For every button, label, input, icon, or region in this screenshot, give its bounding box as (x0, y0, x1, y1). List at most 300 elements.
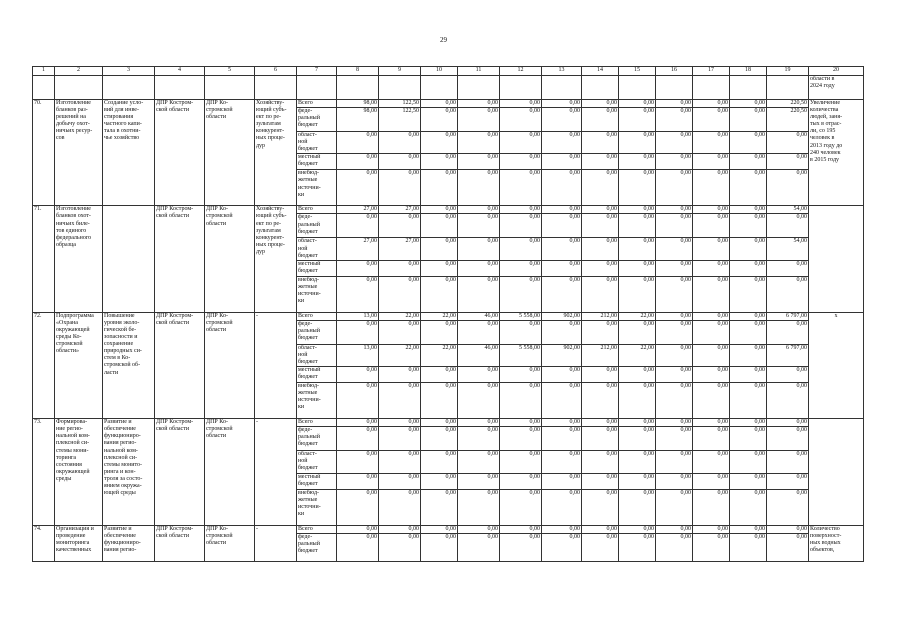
empty-cell (500, 76, 542, 100)
amount-cell: 0,00 (458, 206, 500, 214)
amount-cell: 0,00 (458, 276, 500, 312)
column-number: 8 (337, 67, 379, 76)
amount-cell: 0,00 (693, 206, 730, 214)
amount-cell: 0,00 (458, 419, 500, 427)
column-number: 4 (155, 67, 205, 76)
amount-cell: 0,00 (656, 383, 693, 419)
empty-cell (155, 76, 205, 100)
amount-cell: 0,00 (379, 525, 421, 533)
amount-cell: 122,50 (379, 100, 421, 108)
amount-cell: 0,00 (337, 276, 379, 312)
amount-cell: 0,00 (619, 489, 656, 525)
amount-cell: 0,00 (693, 489, 730, 525)
amount-cell: 0,00 (542, 154, 582, 170)
amount-cell: 0,00 (379, 367, 421, 383)
amount-cell: 27,00 (337, 206, 379, 214)
amount-cell: 0,00 (500, 427, 542, 451)
amount-cell: 0,00 (337, 154, 379, 170)
amount-cell: 0,00 (619, 206, 656, 214)
amount-cell: 0,00 (500, 383, 542, 419)
empty-cell (379, 76, 421, 100)
amount-cell: 0,00 (421, 170, 458, 206)
measure-name: Организация и проведение мониторинга качественных (55, 525, 103, 561)
amount-cell: 0,00 (730, 473, 767, 489)
amount-cell: 22,00 (421, 344, 458, 366)
amount-cell: 0,00 (582, 525, 619, 533)
empty-cell (693, 76, 730, 100)
amount-cell: 0,00 (693, 525, 730, 533)
amount-cell: 0,00 (767, 320, 809, 344)
responsible-executor: ДПР Костром- ской области (155, 100, 205, 206)
amount-cell: 0,00 (458, 473, 500, 489)
column-number: 19 (767, 67, 809, 76)
amount-cell: 0,00 (693, 367, 730, 383)
amount-cell: 0,00 (542, 419, 582, 427)
amount-cell: 0,00 (582, 383, 619, 419)
amount-cell: 0,00 (379, 473, 421, 489)
amount-cell: 0,00 (379, 154, 421, 170)
amount-cell: 0,00 (693, 427, 730, 451)
amount-cell: 0,00 (337, 427, 379, 451)
amount-cell: 0,00 (730, 260, 767, 276)
funding-source: феде- ральный бюджет (297, 108, 337, 132)
amount-cell: 0,00 (730, 383, 767, 419)
amount-cell: 0,00 (767, 533, 809, 561)
amount-cell: 0,00 (542, 132, 582, 154)
funding-source: феде- ральный бюджет (297, 214, 337, 238)
amount-cell: 0,00 (458, 533, 500, 561)
amount-cell: 0,00 (458, 383, 500, 419)
amount-cell: 0,00 (619, 260, 656, 276)
amount-cell: 0,00 (421, 100, 458, 108)
amount-cell: 0,00 (730, 108, 767, 132)
amount-cell: 0,00 (337, 170, 379, 206)
amount-cell: 0,00 (730, 238, 767, 260)
funding-source: Всего (297, 419, 337, 427)
empty-cell (337, 76, 379, 100)
amount-cell: 0,00 (619, 419, 656, 427)
amount-cell: 0,00 (542, 170, 582, 206)
funding-source: внебюд- жетные источни- ки (297, 170, 337, 206)
amount-cell: 0,00 (379, 451, 421, 473)
amount-cell: 0,00 (500, 100, 542, 108)
amount-cell: 27,00 (337, 238, 379, 260)
carry-over-note: области в 2024 году (809, 76, 864, 100)
amount-cell: 0,00 (421, 383, 458, 419)
amount-cell: 0,00 (458, 489, 500, 525)
amount-cell: 0,00 (619, 427, 656, 451)
amount-cell: 0,00 (337, 473, 379, 489)
amount-cell: 0,00 (421, 473, 458, 489)
empty-cell (55, 76, 103, 100)
amount-cell: 0,00 (619, 108, 656, 132)
amount-cell: 0,00 (421, 451, 458, 473)
amount-cell: 0,00 (693, 100, 730, 108)
amount-cell: 0,00 (656, 367, 693, 383)
amount-cell: 13,00 (337, 312, 379, 320)
amount-cell: 0,00 (767, 419, 809, 427)
amount-cell: 0,00 (730, 132, 767, 154)
amount-cell: 0,00 (337, 383, 379, 419)
target-indicator: Увеличение количества людей, заня- тых в отрас- ли, со 195 человек в 2013 году до 240 человек в 2015 году (809, 100, 864, 206)
amount-cell: 0,00 (542, 214, 582, 238)
amount-cell: 0,00 (730, 320, 767, 344)
amount-cell: 0,00 (421, 132, 458, 154)
amount-cell: 0,00 (582, 132, 619, 154)
funding-source: местный бюджет (297, 367, 337, 383)
amount-cell: 0,00 (379, 489, 421, 525)
amount-cell: 0,00 (693, 108, 730, 132)
funding-source: Всего (297, 312, 337, 320)
measure-name: Изготовление бланков охот- ничьих биле- тов единого федерального образца (55, 206, 103, 312)
amount-cell: 0,00 (458, 154, 500, 170)
amount-cell: 0,00 (619, 170, 656, 206)
column-number-row (33, 67, 864, 76)
table-row (33, 100, 864, 108)
amount-cell: 0,00 (619, 473, 656, 489)
funding-source: феде- ральный бюджет (297, 427, 337, 451)
column-number: 13 (542, 67, 582, 76)
amount-cell: 0,00 (693, 276, 730, 312)
amount-cell: 0,00 (421, 525, 458, 533)
responsible-executor: ДПР Костром- ской области (155, 312, 205, 418)
amount-cell: 0,00 (379, 427, 421, 451)
amount-cell: 0,00 (767, 132, 809, 154)
amount-cell: 0,00 (500, 419, 542, 427)
table-row (33, 312, 864, 320)
amount-cell: 0,00 (619, 533, 656, 561)
amount-cell: 0,00 (582, 260, 619, 276)
column-number: 5 (205, 67, 255, 76)
amount-cell: 0,00 (767, 154, 809, 170)
amount-cell: 0,00 (458, 367, 500, 383)
amount-cell: 0,00 (582, 367, 619, 383)
amount-cell: 0,00 (337, 214, 379, 238)
amount-cell: 220,50 (767, 100, 809, 108)
amount-cell: 0,00 (767, 451, 809, 473)
amount-cell: 27,00 (379, 238, 421, 260)
amount-cell: 0,00 (337, 489, 379, 525)
amount-cell: 0,00 (379, 276, 421, 312)
amount-cell: 0,00 (542, 276, 582, 312)
amount-cell: 0,00 (379, 170, 421, 206)
amount-cell: 0,00 (500, 214, 542, 238)
amount-cell: 0,00 (500, 170, 542, 206)
amount-cell: 0,00 (458, 525, 500, 533)
empty-cell (542, 76, 582, 100)
amount-cell: 0,00 (500, 206, 542, 214)
amount-cell: 0,00 (500, 154, 542, 170)
funding-source: внебюд- жетные источни- ки (297, 489, 337, 525)
expected-result: Развитие и обеспечение функциониро- вания регио- (103, 525, 155, 561)
responsible-executor: ДПР Костром- ской области (155, 206, 205, 312)
amount-cell: 0,00 (458, 427, 500, 451)
amount-cell: 46,00 (458, 344, 500, 366)
amount-cell: 212,00 (582, 344, 619, 366)
amount-cell: 0,00 (542, 260, 582, 276)
amount-cell: 0,00 (693, 154, 730, 170)
amount-cell: 54,00 (767, 238, 809, 260)
amount-cell: 0,00 (458, 214, 500, 238)
amount-cell: 0,00 (379, 214, 421, 238)
expected-result: Развитие и обеспечение функциониро- вания регио- нальной ком- плексной си- стемы монито- ринга и кон- троля за состо- янием окружа- ющей среды (103, 419, 155, 525)
amount-cell: 0,00 (619, 383, 656, 419)
amount-cell: 0,00 (337, 367, 379, 383)
amount-cell: 0,00 (500, 132, 542, 154)
page-number: 29 (440, 36, 447, 44)
empty-cell (297, 76, 337, 100)
amount-cell: 0,00 (500, 367, 542, 383)
amount-cell: 0,00 (582, 451, 619, 473)
amount-cell: 0,00 (730, 154, 767, 170)
amount-cell: 0,00 (693, 320, 730, 344)
empty-cell (103, 76, 155, 100)
amount-cell: 0,00 (582, 108, 619, 132)
amount-cell: 0,00 (656, 154, 693, 170)
amount-cell: 0,00 (693, 451, 730, 473)
table-row (33, 525, 864, 533)
amount-cell: 0,00 (421, 419, 458, 427)
amount-cell: 0,00 (693, 344, 730, 366)
amount-cell: 0,00 (619, 367, 656, 383)
amount-cell: 0,00 (656, 170, 693, 206)
column-number: 16 (656, 67, 693, 76)
responsible-executor: ДПР Костром- ской области (155, 525, 205, 561)
amount-cell: 0,00 (379, 260, 421, 276)
amount-cell: 0,00 (656, 533, 693, 561)
amount-cell: 0,00 (542, 383, 582, 419)
column-number: 11 (458, 67, 500, 76)
amount-cell: 0,00 (693, 170, 730, 206)
amount-cell: 0,00 (767, 489, 809, 525)
measure-name: Подпрограмма «Охрана окружающей среды Ко- стромской области» (55, 312, 103, 418)
amount-cell: 0,00 (542, 489, 582, 525)
empty-cell (656, 76, 693, 100)
amount-cell: 0,00 (656, 132, 693, 154)
amount-cell: 0,00 (542, 206, 582, 214)
amount-cell: 0,00 (458, 170, 500, 206)
column-number: 14 (582, 67, 619, 76)
amount-cell: 0,00 (656, 320, 693, 344)
amount-cell: 0,00 (730, 206, 767, 214)
amount-cell: 0,00 (582, 473, 619, 489)
amount-cell: 0,00 (730, 214, 767, 238)
empty-cell (730, 76, 767, 100)
section-number: 71. (33, 206, 55, 312)
amount-cell: 0,00 (730, 367, 767, 383)
amount-cell: 0,00 (693, 533, 730, 561)
amount-cell: 0,00 (693, 260, 730, 276)
amount-cell: 0,00 (582, 100, 619, 108)
amount-cell: 0,00 (542, 427, 582, 451)
section-number: 70. (33, 100, 55, 206)
funding-source: внебюд- жетные источни- ки (297, 276, 337, 312)
amount-cell: 6 797,00 (767, 312, 809, 320)
amount-cell: 0,00 (542, 525, 582, 533)
empty-cell (582, 76, 619, 100)
amount-cell: 0,00 (379, 419, 421, 427)
expected-result: Повышение уровня эколо- гической бе- зопасности и сохранение природных си- стем в Ко- стромской об- ласти (103, 312, 155, 418)
amount-cell: 22,00 (379, 312, 421, 320)
measure-name: Изготовление бланков раз- решений на добычу охот- ничьих ресур- сов (55, 100, 103, 206)
amount-cell: 0,00 (619, 238, 656, 260)
amount-cell: 0,00 (337, 525, 379, 533)
measure-name: Формирова- ние регио- нальной ком- плексной си- стемы мони- торинга состояния окружающей среды (55, 419, 103, 525)
amount-cell: 0,00 (656, 312, 693, 320)
amount-cell: 0,00 (693, 132, 730, 154)
amount-cell: 0,00 (656, 214, 693, 238)
amount-cell: 0,00 (693, 473, 730, 489)
amount-cell: 22,00 (619, 344, 656, 366)
column-number: 2 (55, 67, 103, 76)
funding-source: област- ной бюджет (297, 132, 337, 154)
amount-cell: 0,00 (767, 473, 809, 489)
amount-cell: 0,00 (379, 533, 421, 561)
amount-cell: 5 558,00 (500, 344, 542, 366)
amount-cell: 212,00 (582, 312, 619, 320)
budget-table (32, 66, 864, 562)
amount-cell: 0,00 (619, 451, 656, 473)
amount-cell: 0,00 (337, 451, 379, 473)
amount-cell: 0,00 (767, 276, 809, 312)
section-number: 72. (33, 312, 55, 418)
empty-cell (33, 76, 55, 100)
column-number: 17 (693, 67, 730, 76)
amount-cell: 0,00 (619, 100, 656, 108)
section-number: 74. (33, 525, 55, 561)
amount-cell: 0,00 (421, 320, 458, 344)
funding-source: местный бюджет (297, 473, 337, 489)
amount-cell: 0,00 (500, 533, 542, 561)
amount-cell: 0,00 (767, 214, 809, 238)
empty-cell (255, 76, 297, 100)
amount-cell: 0,00 (421, 238, 458, 260)
co-executor: ДПР Ко- стромской области (205, 206, 255, 312)
amount-cell: 0,00 (421, 427, 458, 451)
amount-cell: 0,00 (542, 367, 582, 383)
amount-cell: 0,00 (730, 100, 767, 108)
amount-cell: 0,00 (582, 427, 619, 451)
amount-cell: 0,00 (767, 525, 809, 533)
amount-cell: 0,00 (582, 533, 619, 561)
target-indicator (809, 206, 864, 312)
column-number: 10 (421, 67, 458, 76)
empty-cell (458, 76, 500, 100)
amount-cell: 0,00 (656, 206, 693, 214)
empty-cell (421, 76, 458, 100)
amount-cell: 902,00 (542, 344, 582, 366)
amount-cell: 0,00 (421, 533, 458, 561)
column-number: 1 (33, 67, 55, 76)
amount-cell: 98,00 (337, 108, 379, 132)
amount-cell: 0,00 (656, 238, 693, 260)
amount-cell: 27,00 (379, 206, 421, 214)
amount-cell: 0,00 (582, 170, 619, 206)
amount-cell: 0,00 (379, 383, 421, 419)
amount-cell: 0,00 (500, 260, 542, 276)
amount-cell: 0,00 (458, 100, 500, 108)
amount-cell: 0,00 (656, 451, 693, 473)
amount-cell: 0,00 (656, 427, 693, 451)
amount-cell: 0,00 (500, 238, 542, 260)
amount-cell: 0,00 (582, 154, 619, 170)
amount-cell: 0,00 (730, 312, 767, 320)
amount-cell: 0,00 (458, 320, 500, 344)
empty-cell (205, 76, 255, 100)
target-indicator: Количество поверхност- ных водных объектов, (809, 525, 864, 561)
amount-cell: 13,00 (337, 344, 379, 366)
amount-cell: 46,00 (458, 312, 500, 320)
amount-cell: 0,00 (767, 170, 809, 206)
participant: - (255, 312, 297, 418)
amount-cell: 0,00 (500, 525, 542, 533)
amount-cell: 0,00 (421, 260, 458, 276)
amount-cell: 0,00 (500, 320, 542, 344)
amount-cell: 0,00 (458, 451, 500, 473)
target-indicator: х (809, 312, 864, 418)
funding-source: област- ной бюджет (297, 344, 337, 366)
amount-cell: 0,00 (656, 344, 693, 366)
amount-cell: 0,00 (582, 320, 619, 344)
amount-cell: 0,00 (542, 100, 582, 108)
amount-cell: 98,00 (337, 100, 379, 108)
expected-result (103, 206, 155, 312)
participant: - (255, 525, 297, 561)
expected-result: Создание усло- вий для инве- стирования частного капи- тала в охотни- чье хозяйство (103, 100, 155, 206)
funding-source: Всего (297, 525, 337, 533)
amount-cell: 0,00 (582, 489, 619, 525)
amount-cell: 0,00 (656, 108, 693, 132)
amount-cell: 0,00 (421, 489, 458, 525)
participant: Хозяйству- ющий субъ- ект по ре- зультатам конкурент- ных проце- дур (255, 100, 297, 206)
amount-cell: 0,00 (693, 214, 730, 238)
column-number: 15 (619, 67, 656, 76)
amount-cell: 0,00 (730, 533, 767, 561)
amount-cell: 0,00 (542, 533, 582, 561)
carry-over-row (33, 76, 864, 100)
amount-cell: 220,50 (767, 108, 809, 132)
table-row (33, 206, 864, 214)
amount-cell: 0,00 (379, 320, 421, 344)
amount-cell: 0,00 (500, 276, 542, 312)
amount-cell: 0,00 (421, 154, 458, 170)
amount-cell: 0,00 (730, 525, 767, 533)
amount-cell: 0,00 (619, 214, 656, 238)
funding-source: феде- ральный бюджет (297, 533, 337, 561)
amount-cell: 0,00 (730, 427, 767, 451)
amount-cell: 0,00 (337, 419, 379, 427)
amount-cell: 0,00 (767, 367, 809, 383)
funding-source: Всего (297, 206, 337, 214)
amount-cell: 0,00 (656, 473, 693, 489)
amount-cell: 54,00 (767, 206, 809, 214)
amount-cell: 22,00 (619, 312, 656, 320)
amount-cell: 0,00 (619, 154, 656, 170)
amount-cell: 0,00 (500, 108, 542, 132)
funding-source: област- ной бюджет (297, 451, 337, 473)
amount-cell: 0,00 (582, 238, 619, 260)
funding-source: местный бюджет (297, 154, 337, 170)
amount-cell: 22,00 (421, 312, 458, 320)
amount-cell: 0,00 (337, 132, 379, 154)
column-number: 3 (103, 67, 155, 76)
amount-cell: 0,00 (730, 451, 767, 473)
amount-cell: 0,00 (767, 260, 809, 276)
amount-cell: 0,00 (421, 276, 458, 312)
amount-cell: 0,00 (582, 419, 619, 427)
amount-cell: 0,00 (542, 108, 582, 132)
amount-cell: 0,00 (500, 489, 542, 525)
